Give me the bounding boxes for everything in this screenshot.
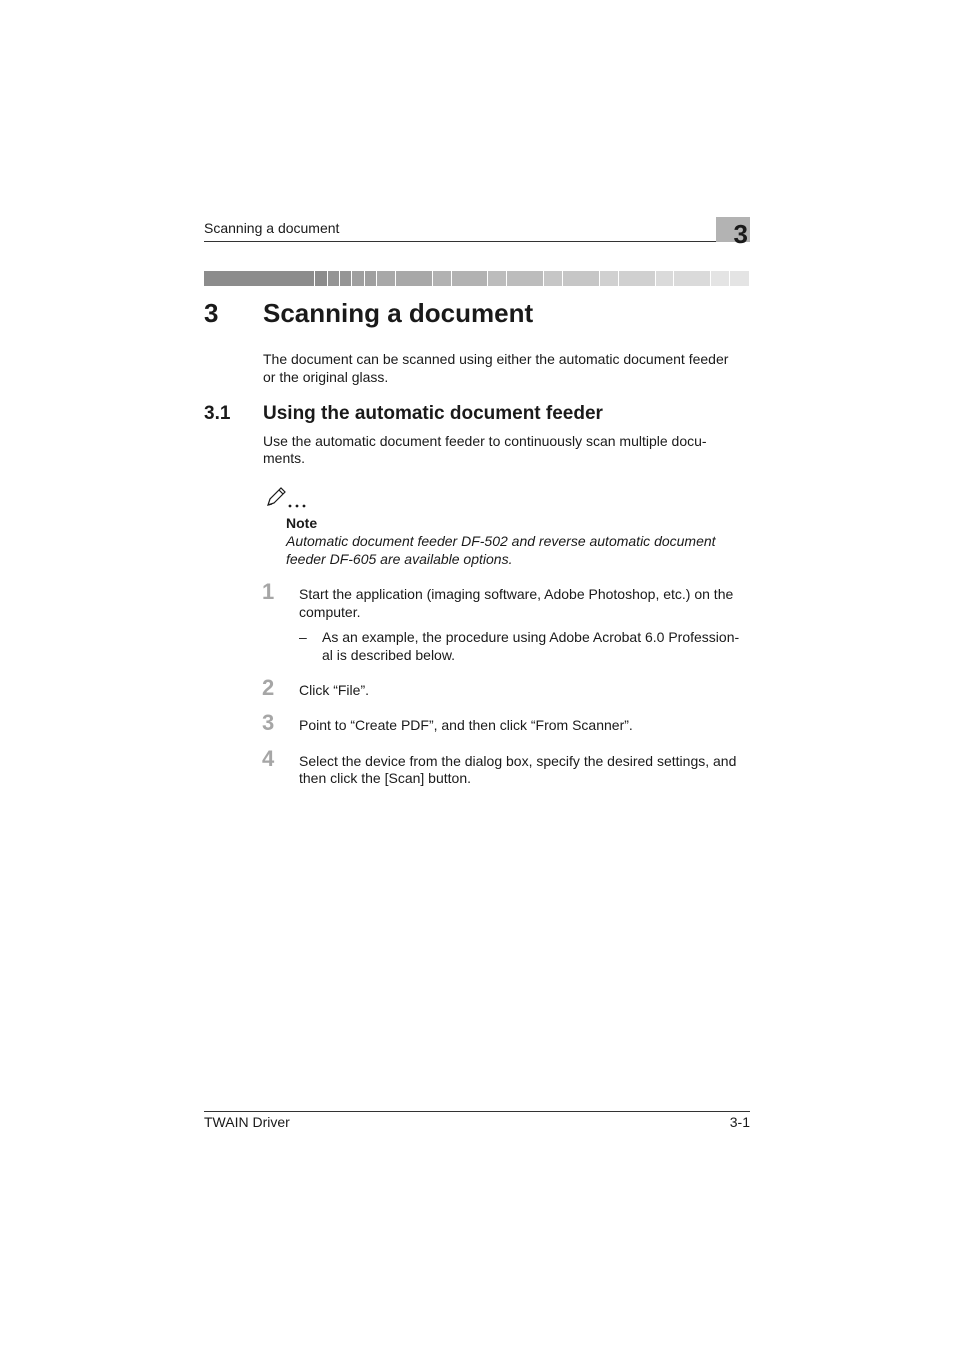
step-text-line: Select the device from the dialog box, specify the desired settings, and: [299, 753, 737, 769]
band-segment: [204, 271, 315, 286]
section-intro-line: ments.: [263, 450, 306, 466]
step-text-line: Start the application (imaging software, Adobe Photoshop, etc.) on the: [299, 586, 734, 602]
note-text-line: Automatic document feeder DF-502 and reverse automatic document: [286, 533, 716, 549]
band-segment: [340, 271, 352, 286]
chapter-intro-line: The document can be scanned using either the automatic document feeder: [263, 351, 729, 367]
chapter-intro-line: or the original glass.: [263, 369, 389, 385]
band-segment: [711, 271, 730, 286]
note-label: Note: [286, 515, 318, 531]
band-segment: [544, 271, 563, 286]
band-segment: [352, 271, 364, 286]
band-segment: [674, 271, 711, 286]
band-segment: [730, 271, 750, 286]
band-segment: [488, 271, 507, 286]
note-text-line: feeder DF-605 are available options.: [286, 551, 513, 567]
band-segment: [656, 271, 675, 286]
footer-divider: [204, 1111, 750, 1112]
sub-step-dash: –: [299, 629, 307, 645]
chapter-title: Scanning a document: [263, 298, 534, 328]
step-text-line: then click the [Scan] button.: [299, 770, 471, 786]
sub-step-text-line: al is described below.: [322, 647, 456, 663]
running-header-title: Scanning a document: [204, 220, 340, 236]
header-divider: [204, 241, 716, 242]
step-text-line: computer.: [299, 604, 361, 620]
step-number: 1: [262, 579, 275, 604]
pencil-note-icon: [264, 485, 310, 513]
band-segment: [315, 271, 327, 286]
band-segment: [328, 271, 340, 286]
section-intro-line: Use the automatic document feeder to continuously scan multiple docu-: [263, 433, 707, 449]
step-number: 4: [262, 746, 275, 771]
band-segment: [365, 271, 377, 286]
band-segment: [563, 271, 600, 286]
band-segment: [433, 271, 452, 286]
band-segment: [377, 271, 396, 286]
sub-step-text-line: As an example, the procedure using Adobe Acrobat 6.0 Profession-: [322, 629, 740, 645]
footer-product-name: TWAIN Driver: [204, 1114, 290, 1130]
step-text-line: Point to “Create PDF”, and then click “From Scanner”.: [299, 717, 633, 733]
footer-page-number: 3-1: [729, 1114, 750, 1130]
band-segment: [600, 271, 619, 286]
section-number: 3.1: [204, 403, 231, 424]
band-segment: [619, 271, 656, 286]
step-number: 2: [262, 675, 275, 700]
band-segment: [452, 271, 489, 286]
section-title: Using the automatic document feeder: [263, 403, 603, 424]
chapter-badge: 3: [716, 217, 750, 242]
step-text-line: Click “File”.: [299, 682, 369, 698]
step-number: 3: [262, 710, 275, 735]
band-segment: [507, 271, 544, 286]
chapter-number: 3: [204, 298, 219, 328]
decorative-band: [204, 271, 750, 286]
band-segment: [396, 271, 433, 286]
